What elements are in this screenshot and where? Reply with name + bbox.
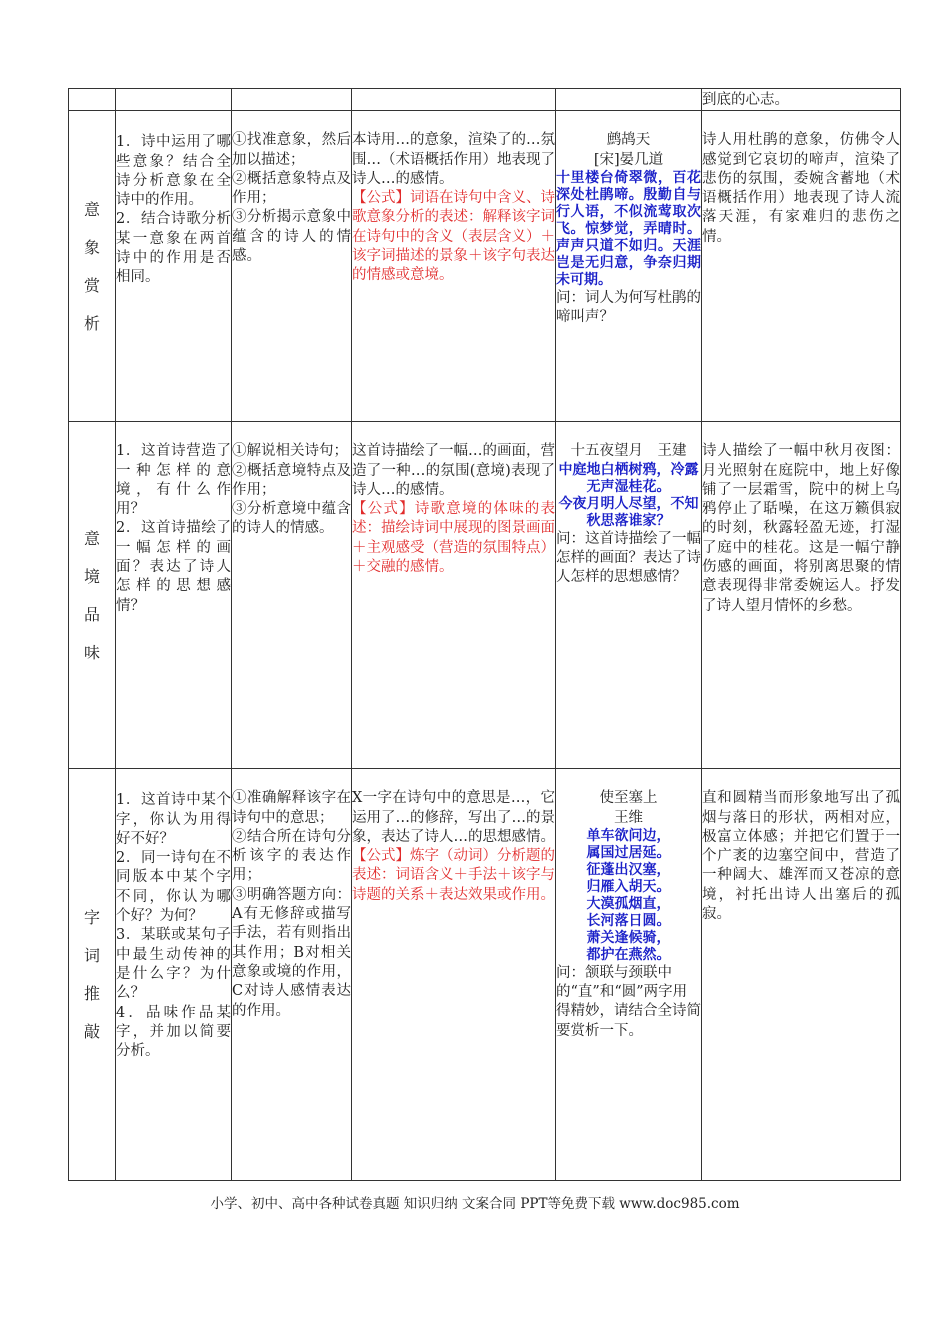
question-text: 1．诗中运用了哪些意象？结合全诗分析意象在全诗中的作用。 (116, 134, 231, 209)
step-text: ②概括意境特点及作用； (232, 462, 351, 498)
step-text: ①准确解释该字在诗句中的意思； (232, 790, 351, 826)
step-text: ①找准意象，然后加以描述； (232, 132, 351, 168)
question-text: 4．品味作品某字，并加以简要分析。 (116, 1004, 231, 1060)
poem-line: 中庭地白栖树鸦，冷露无声湿桂花。 (558, 461, 699, 495)
formula-text: 【公式】词语在诗句中含义、诗歌意象分析的表述：解释该字词在诗句中的含义（表层含义）＋该字词描述的景象＋该字句表达的情感或意境。 (352, 190, 555, 284)
analysis-text: 诗人用杜鹃的意象，仿佛令人感觉到它哀切的啼声，渲染了悲伤的氛围，委婉含蓄地（术语概括作用）地表现了诗人流落天涯，有家难归的悲伤之情。 (702, 132, 900, 245)
poem-author: [宋]晏几道 (593, 151, 664, 168)
formula-text: 【公式】诗歌意境的体味的表述：描绘诗词中展现的图景画面＋主观感受（营造的氛围特点）＋交融的感情。 (352, 501, 555, 576)
step-text: ②结合所在诗句分析该字的表达作用； (232, 828, 351, 884)
poem-author: 王维 (614, 809, 643, 826)
analysis-tail: 到底的心志。 (702, 92, 789, 108)
poem-line: 今夜月明人尽望，不知秋思落谁家？ (558, 495, 699, 529)
analysis-cell (702, 111, 901, 422)
table-row-imagery (69, 111, 901, 422)
poem-line: 都护在燕然。 (586, 946, 671, 963)
question-text: 1．这首诗营造了一种怎样的意境，有什么作用？ (116, 443, 231, 518)
poem-line: 长河落日圆。 (586, 912, 671, 929)
question-text: 1．这首诗中某个字，你认为用得好不好？ (116, 792, 231, 847)
poem-line: 单车欲问边， (586, 827, 671, 844)
poem-question: 问：这首诗描绘了一幅怎样的画面？表达了诗人怎样的思想感情？ (556, 530, 701, 586)
steps-cell (232, 769, 352, 1181)
category-cell: 意 境 品 味 (69, 422, 116, 769)
category-cell: 意 象 赏 析 (69, 111, 116, 422)
poem-cell (556, 111, 702, 422)
poem-title: 使至塞上 (599, 790, 658, 807)
poem-question: 问：颔联与颈联中的“直”和“圆”两字用得精妙，请结合全诗简要赏析一下。 (556, 964, 701, 1039)
poem-cell (556, 422, 702, 769)
poem-question: 问：词人为何写杜鹃的啼叫声？ (556, 289, 701, 326)
step-text: ①解说相关诗句； (232, 443, 348, 460)
table-row-wording (69, 769, 901, 1181)
page-footer: 小学、初中、高中各种试卷真题 知识归纳 文案合同 PPT等免费下载 www.doc985.com (210, 1196, 740, 1212)
template-text: 本诗用…的意象，渲染了的…氛围…（术语概括作用）地表现了诗人…的感情。 (352, 132, 555, 187)
steps-cell (232, 422, 352, 769)
poem-cell (556, 769, 702, 1181)
method-table (68, 88, 901, 1181)
poem-line: 十里楼台倚翠微，百花深处杜鹃啼。殷勤自与行人语，不似流莺取次飞。惊梦觉，弄晴时。声声只道不如归。天涯岂是无归意，争奈归期未可期。 (556, 169, 701, 288)
question-text: 3．某联或某句子中最生动传神的是什么字？为什么？ (116, 927, 231, 1002)
question-text: 2．这首诗描绘了一幅怎样的画面？表达了诗人怎样的思想感情？ (116, 520, 231, 614)
template-text: X一字在诗句中的意思是…，它运用了…的修辞，写出了…的景象，表达了诗人…的思想感情。 (352, 790, 555, 845)
template-cell (352, 422, 556, 769)
poem-line: 大漠孤烟直， (586, 895, 671, 912)
poem-line: 属国过居延。 (586, 844, 671, 861)
template-text: 这首诗描绘了一幅…的画面，营造了一种…的氛围(意境)表现了诗人…的感情。 (352, 443, 555, 498)
analysis-cell (702, 422, 901, 769)
analysis-text: 直和圆精当而形象地写出了孤烟与落日的形状，两相对应，极富立体感；并把它们置于一个广袤的边塞空间中，营造了一种阔大、雄浑而又苍凉的意境，衬托出诗人出塞后的孤寂。 (702, 790, 900, 923)
questions-cell (116, 769, 232, 1181)
category-cell: 字 词 推 敲 (69, 769, 116, 1181)
table-row-continuation (69, 89, 901, 111)
formula-text: 【公式】炼字（动词）分析题的表述：词语含义＋手法＋该字与诗题的关系＋表达效果或作用。 (352, 848, 555, 903)
poem-title: 十五夜望月 王建 (570, 443, 687, 460)
steps-cell (232, 111, 352, 422)
poem-title: 鹧鸪天 (606, 132, 651, 149)
poem-line: 征蓬出汉塞， (586, 861, 671, 878)
table-row-mood (69, 422, 901, 769)
step-text: ②概括意象特点及作用； (232, 170, 351, 207)
analysis-cell (702, 769, 901, 1181)
template-cell (352, 769, 556, 1181)
poem-line: 归雁入胡天。 (586, 878, 671, 895)
step-text: ③明确答题方向：A有无修辞或描写手法，若有则指出其作用；B对相关意象或境的作用，C对诗人感情表达的作用。 (232, 886, 351, 1019)
question-text: 2．同一诗句在不同版本中某个字不同，你认为哪个好？为何？ (116, 850, 231, 925)
poem-line: 萧关逢候骑， (586, 929, 671, 946)
questions-cell (116, 422, 232, 769)
template-cell (352, 111, 556, 422)
step-text: ③分析意境中蕴含的诗人的情感。 (232, 501, 351, 537)
analysis-text: 诗人描绘了一幅中秋月夜图：月光照射在庭院中，地上好像铺了一层霜雪，院中的树上乌鸦停止了聒噪，在这万籁俱寂的时刻，秋露轻盈无迹，打湿了庭中的桂花。这是一幅宁静伤感的画面，将别离思聚的情意表现得非常委婉运人。抒发了诗人望月情怀的乡愁。 (702, 443, 900, 614)
questions-cell (116, 111, 232, 422)
question-text: 2．结合诗歌分析某一意象在两首诗中的作用是否相同。 (116, 211, 231, 286)
step-text: ③分析揭示意象中蕴含的诗人的情感。 (232, 209, 351, 265)
